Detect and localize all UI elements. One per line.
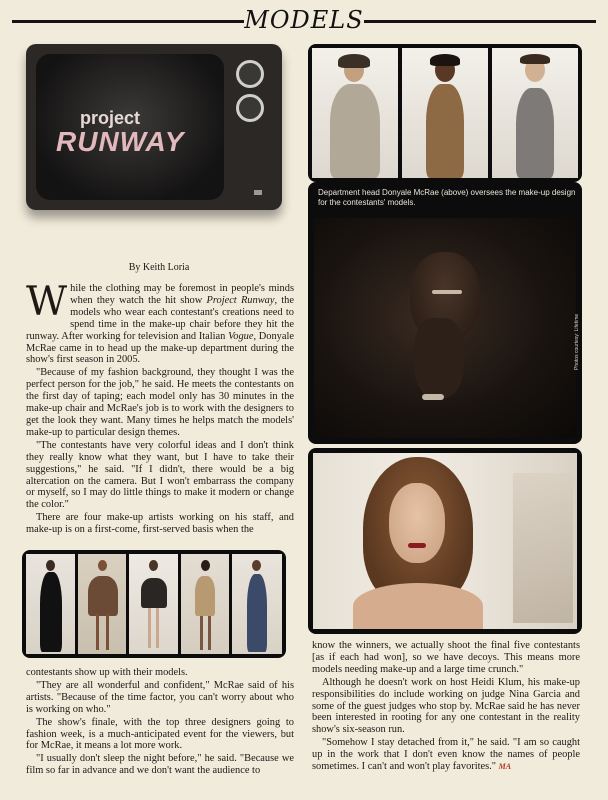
- paragraph-2: "Because of my fashion background, they thought I was the perfect person for the job," he said. He meets the contestants on the first day of taping; each model only has 30 minutes in the make-up chair and McRae's job is to work with the designers to get the look they want. Many times he helps match the models' make-up to particular design themes.: [26, 367, 294, 438]
- donyale-mcrae-photo-frame: [308, 182, 582, 444]
- article-column-2: [312, 640, 580, 774]
- drop-cap: W: [26, 279, 68, 325]
- runway-photo: [312, 48, 398, 178]
- section-title: MODELS: [244, 6, 364, 34]
- runway-photo: [129, 554, 178, 654]
- photo-credit: Photos courtesy: Lifetime: [574, 313, 580, 370]
- paragraph-6: "They are all wonderful and confident," McRae said of his artists. "Because of the time factor, you can't worry about who is working on who.": [26, 679, 294, 715]
- article-column-1: [26, 279, 294, 537]
- paragraph-1: While the clothing may be foremost in people's minds when they watch the hit show Project Runway, the models who wear each contestant's creations need to spend time in the make-up chair before they hit the runway. After working for television and Italian Vogue, Donyale McRae came in to head up the make-up department during the show's first season in 2005.: [26, 279, 294, 366]
- runway-photo: [26, 554, 75, 654]
- logo-line-1: project: [80, 108, 141, 128]
- article-column-1-continued: [26, 667, 294, 778]
- runway-photo: [402, 48, 488, 178]
- logo-line-2: RUNWAY: [56, 126, 185, 157]
- donyale-mcrae-photo: [314, 218, 576, 438]
- paragraph-8: "I usually don't sleep the night before," he said. "Because we film so far in advance and we don't want the audience to: [26, 753, 294, 777]
- runway-photo: [232, 554, 282, 654]
- tv-badge: [254, 190, 262, 195]
- model-closeup-photo: [313, 453, 577, 629]
- runway-photo-strip: [22, 550, 286, 658]
- paragraph-5: contestants show up with their models.: [26, 667, 188, 678]
- paragraph-10: Although he doesn't work on host Heidi Klum, his make-up responsibilities do include working on judge Nina Garcia and some of the guest judges who stop by. McRae said he has never been interested in rooting for any one contestant in the reality show's six-season run.: [312, 676, 580, 736]
- header-rule-left: [12, 20, 244, 23]
- paragraph-9: know the winners, we actually shoot the final five contestants [as if each had won], so we have decoys. This means more models needing make-up and a large time crunch.": [312, 640, 580, 675]
- runway-photo: [492, 48, 578, 178]
- runway-photo: [181, 554, 230, 654]
- tv-screen: [36, 54, 224, 200]
- paragraph-11: "Somehow I stay detached from it," he said. "I am so caught up in the work that I don't even know the names of people sometimes. I can't and won't play favorites." MA: [312, 737, 580, 773]
- model-closeup-frame: [308, 448, 582, 634]
- author-signature: MA: [498, 762, 512, 772]
- paragraph-3: "The contestants have very colorful ideas and I don't think they really know what they want, but I have to take their suggestions," he said. "If I didn't, there would be a big altercation on the camera. But I won't embarrass the company or myself, so I may do little things to make it modern or change the color.": [26, 439, 294, 511]
- header-rule-right: [364, 20, 596, 23]
- paragraph-7: The show's finale, with the top three designers going to fashion week, is a much-anticipated event for the viewers, but for McRae, it means a lot more work.: [26, 716, 294, 752]
- project-runway-tv-logo: [26, 44, 282, 210]
- byline: By Keith Loria: [128, 262, 190, 273]
- paragraph-4: There are four make-up artists working on his staff, and make-up is on a first-come, first-served basis when the: [26, 512, 294, 536]
- runway-photo-row: [308, 44, 582, 182]
- runway-photo: [78, 554, 127, 654]
- photo-caption: Department head Donyale McRae (above) oversees the make-up design for the contestants' models.: [318, 188, 576, 207]
- tv-knob-icon: [236, 60, 264, 88]
- tv-knob-icon: [236, 94, 264, 122]
